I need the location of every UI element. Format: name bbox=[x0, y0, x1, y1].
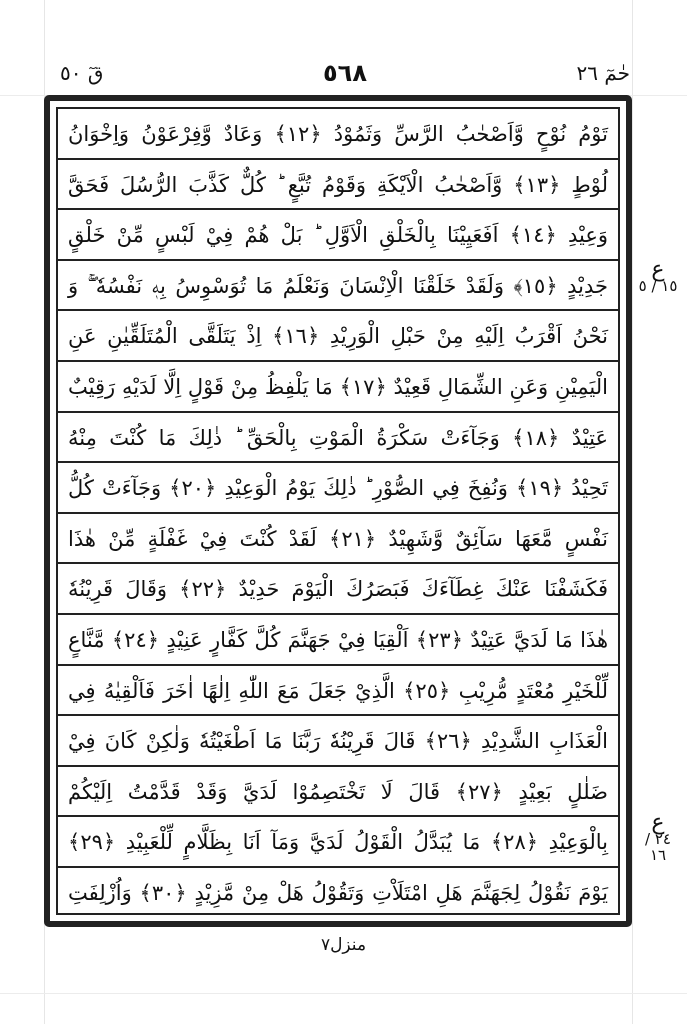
surah-label: قٓ ٥٠ bbox=[60, 61, 104, 85]
ruku-marker-1 bbox=[638, 257, 678, 295]
verse-line-10: فَكَشَفْنَا عَنْكَ غِطَآءَكَ فَبَصَرُكَ الْيَوْمَ حَدِيْدٌ ﴿٢٢﴾ وَقَالَ قَرِيْنُهٗ bbox=[58, 564, 618, 615]
verse-line-11: هٰذَا مَا لَدَيَّ عَتِيْدٌ ﴿٢٣﴾ اَلْقِيَا فِيْ جَهَنَّمَ كُلَّ كَفَّارٍ عَنِيْدٍ ﴿٢٤﴾ مَّنَّاعٍ bbox=[58, 615, 618, 666]
verse-line-6: الْيَمِيْنِ وَعَنِ الشِّمَالِ قَعِيْدٌ ﴿١٧﴾ مَا يَلْفِظُ مِنْ قَوْلٍ اِلَّا لَدَيْهِ رَقِيْبٌ bbox=[58, 362, 618, 413]
verse-line-8: تَحِيْدُ ﴿١٩﴾ وَنُفِخَ فِي الصُّوْرِ ؕ ذٰلِكَ يَوْمُ الْوَعِيْدِ ﴿٢٠﴾ وَجَآءَتْ كُلُّ bbox=[58, 463, 618, 514]
verse-line-2: لُوْطٍ ﴿١٣﴾ وَّاَصْحٰبُ الْاَيْكَةِ وَقَوْمُ تُبَّعٍ ؕ كُلٌّ كَذَّبَ الرُّسُلَ فَحَقَّ bbox=[58, 160, 618, 211]
ruku-marker-2 bbox=[638, 810, 678, 864]
juz-label: حٰمٓ ٢٦ bbox=[576, 61, 630, 85]
ruku-numbers: ١٥ / ٥ bbox=[638, 277, 678, 295]
text-frame bbox=[44, 95, 632, 927]
ruku-numbers: ٢٤ / ١٦ bbox=[645, 830, 671, 864]
ruku-symbol-icon: ع bbox=[651, 810, 665, 835]
manzil-footer: منزل٧ bbox=[320, 935, 367, 955]
page-number: ٥٦٨ bbox=[323, 59, 367, 87]
verse-line-13: الْعَذَابِ الشَّدِيْدِ ﴿٢٦﴾ قَالَ قَرِيْنُهٗ رَبَّنَا مَا اَطْغَيْتُهٗ وَلٰكِنْ كَانَ فِيْ bbox=[58, 716, 618, 767]
verse-line-9: نَفْسٍ مَّعَهَا سَآئِقٌ وَّشَهِيْدٌ ﴿٢١﴾ لَقَدْ كُنْتَ فِيْ غَفْلَةٍ مِّنْ هٰذَا bbox=[58, 514, 618, 565]
verse-line-15: بِالْوَعِيْدِ ﴿٢٨﴾ مَا يُبَدَّلُ الْقَوْلُ لَدَيَّ وَمَآ اَنَا بِظَلَّامٍ لِّلْعَبِيْدِ ﴿٢٩﴾ bbox=[58, 817, 618, 868]
verse-line-14: ضَلٰلٍ بَعِيْدٍ ﴿٢٧﴾ قَالَ لَا تَخْتَصِمُوْا لَدَيَّ وَقَدْ قَدَّمْتُ اِلَيْكُمْ bbox=[58, 767, 618, 818]
verse-line-7: عَتِيْدٌ ﴿١٨﴾ وَجَآءَتْ سَكْرَةُ الْمَوْتِ بِالْحَقِّ ؕ ذٰلِكَ مَا كُنْتَ مِنْهُ bbox=[58, 413, 618, 464]
verse-line-1: تَوْمُ نُوْحٍ وَّاَصْحٰبُ الرَّسِّ وَثَمُوْدُ ﴿١٢﴾ وَعَادٌ وَّفِرْعَوْنُ وَاِخْوَانُ bbox=[58, 109, 618, 160]
verse-line-4: جَدِيْدٍ ﴿١٥﴾ وَلَقَدْ خَلَقْنَا الْاِنْسَانَ وَنَعْلَمُ مَا تُوَسْوِسُ بِهٖ نَفْسُهٗ ۚۖ وَ bbox=[58, 261, 618, 312]
verse-line-16: يَوْمَ نَقُوْلُ لِجَهَنَّمَ هَلِ امْتَلَاْتِ وَتَقُوْلُ هَلْ مِنْ مَّزِيْدٍ ﴿٣٠﴾ وَاُزْلِفَتِ bbox=[68, 881, 608, 905]
ruku-symbol-icon: ع bbox=[651, 257, 665, 282]
verse-line-5: نَحْنُ اَقْرَبُ اِلَيْهِ مِنْ حَبْلِ الْوَرِيْدِ ﴿١٦﴾ اِذْ يَتَلَقَّى الْمُتَلَقِّيٰنِ عَنِ bbox=[58, 311, 618, 362]
verse-line-12: لِّلْخَيْرِ مُعْتَدٍ مُّرِيْبِ ﴿٢٥﴾ الَّذِيْ جَعَلَ مَعَ اللّٰهِ اِلٰهًا اٰخَرَ فَاَلْقِيٰهُ فِي bbox=[58, 666, 618, 717]
text-block bbox=[56, 107, 620, 915]
verse-line-3: وَعِيْدِ ﴿١٤﴾ اَفَعَيِيْنَا بِالْخَلْقِ الْاَوَّلِ ؕ بَلْ هُمْ فِيْ لَبْسٍ مِّنْ خَلْقٍ bbox=[58, 210, 618, 261]
page-header bbox=[60, 58, 630, 88]
